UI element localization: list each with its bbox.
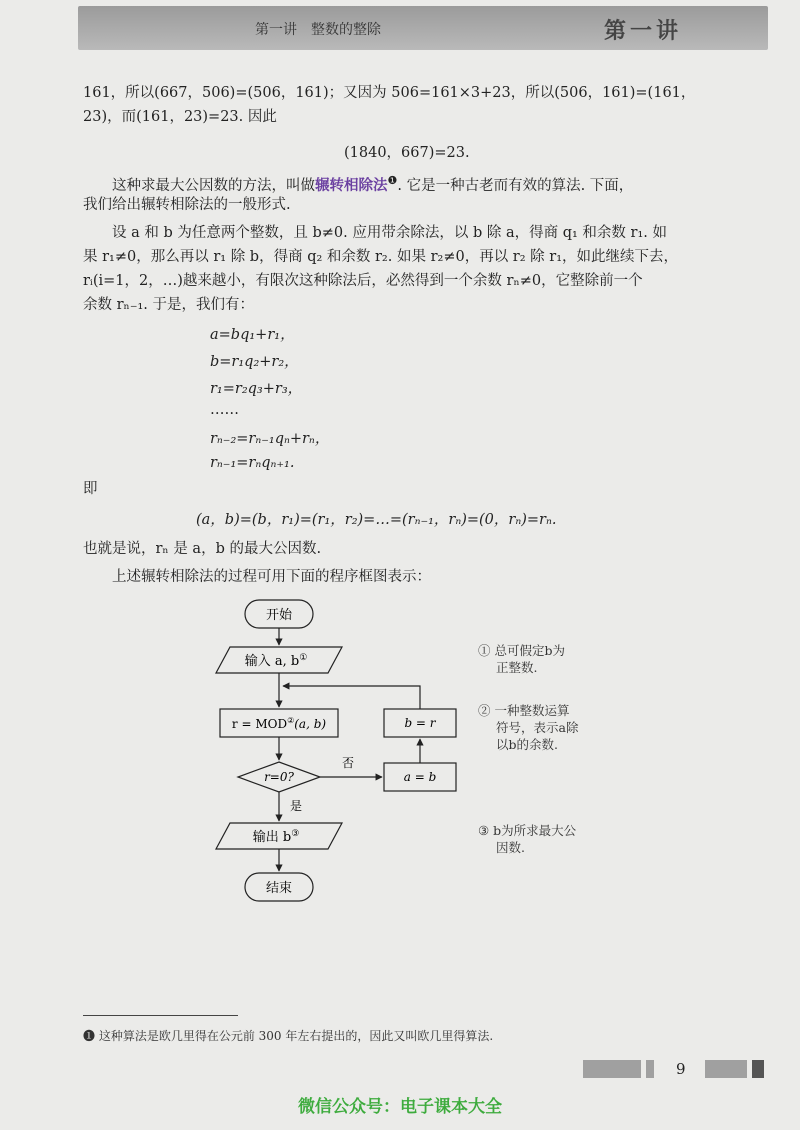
footer-bar (752, 1060, 764, 1078)
footer-bar (705, 1060, 747, 1078)
flow-output-mark: ③ (291, 829, 300, 839)
svg-text:输入 a, b① (245, 653, 308, 669)
body-line: 果 r₁≠0，那么再以 r₁ 除 b，得商 q₂ 和余数 r₂. 如果 r₂≠0，再以 r₂ 除 r₁，如此继续下去， (83, 249, 679, 265)
equation-chain: (a，b)=(b，r₁)=(r₁，r₂)=…=(rₙ₋₁，rₙ)=(0，rₙ)=rₙ. (196, 512, 557, 528)
svg-text:r = MOD②(a, b) (232, 716, 326, 731)
header-title: 第一讲 整数的整除 (255, 22, 381, 38)
flow-input-label: 输入 a, b (244, 654, 300, 669)
body-line: 161，所以(667，506)=(506，161)；又因为 506=161×3+23，所以(506，161)=(161， (83, 85, 696, 101)
flow-assign-r-mark: ② (287, 716, 295, 725)
footnote-ref: ❶ (387, 174, 398, 187)
equation-main: (1840，667)=23. (344, 145, 470, 161)
equation-row: rₙ₋₁=rₙqₙ₊₁. (210, 455, 295, 471)
term-euclid: 辗转相除法 (315, 176, 388, 194)
body-line: 23)，而(161，23)=23. 因此 (83, 109, 277, 125)
flow-decision-label: r=0? (264, 770, 294, 784)
side-note-2: ② 一种整数运算 符号，表示a除 以b的余数. (478, 703, 579, 752)
side-note-1: ① 总可假定b为 正整数. (478, 643, 565, 675)
body-line: 余数 rₙ₋₁. 于是，我们有： (83, 297, 254, 313)
header-lecture-label: 第一讲 (604, 18, 683, 44)
svg-text:输出 b③ (253, 829, 300, 845)
footnote-divider (83, 1015, 238, 1016)
equation-row: b=r₁q₂+r₂， (210, 354, 299, 370)
text: 这种求最大公因数的方法，叫做 (112, 177, 315, 194)
equation-row: r₁=r₂q₃+r₃， (210, 381, 303, 397)
body-line: 我们给出辗转相除法的一般形式. (83, 197, 291, 213)
paragraph-method (112, 170, 633, 197)
flow-no-label: 否 (341, 756, 355, 770)
footer-bar (583, 1060, 641, 1078)
footnote: ❶ 这种算法是欧几里得在公元前 300 年左右提出的，因此又叫欧几里得算法. (83, 1029, 494, 1043)
flow-assign-b-label: b = r (404, 716, 436, 730)
body-line: rᵢ(i=1，2，…)越来越小，有限次这种除法后，必然得到一个余数 rₙ≠0，它整除前一个 (83, 273, 643, 289)
side-note-3: ③ b为所求最大公 因数. (478, 823, 577, 855)
flow-end-label: 结束 (265, 881, 293, 896)
watermark: 微信公众号：电子课本大全 (298, 1097, 502, 1117)
text: . 它是一种古老而有效的算法. 下面， (397, 177, 634, 194)
flow-assign-a-label: a = b (403, 770, 437, 784)
equation-row: rₙ₋₂=rₙ₋₁qₙ+rₙ， (210, 431, 330, 447)
flow-yes-label: 是 (290, 799, 303, 813)
footer-bar (646, 1060, 654, 1078)
equation-row: …… (210, 402, 239, 418)
flow-assign-r-label: r = MOD (231, 717, 288, 731)
body-line: 即 (83, 481, 98, 497)
body-line: 上述辗转相除法的过程可用下面的程序框图表示： (112, 569, 431, 585)
flow-start-label: 开始 (265, 608, 293, 623)
equation-row: a=bq₁+r₁， (210, 327, 295, 343)
flowchart (210, 595, 510, 915)
flow-assign-r-args: (a, b) (294, 717, 327, 731)
flow-output-label: 输出 b (252, 830, 292, 845)
page-number: 9 (676, 1060, 686, 1078)
body-line: 设 a 和 b 为任意两个整数，且 b≠0. 应用带余除法，以 b 除 a，得商 q₁ 和余数 r₁. 如 (112, 225, 667, 241)
body-line: 也就是说，rₙ 是 a，b 的最大公因数. (83, 541, 322, 557)
flow-input-mark: ① (299, 653, 308, 663)
